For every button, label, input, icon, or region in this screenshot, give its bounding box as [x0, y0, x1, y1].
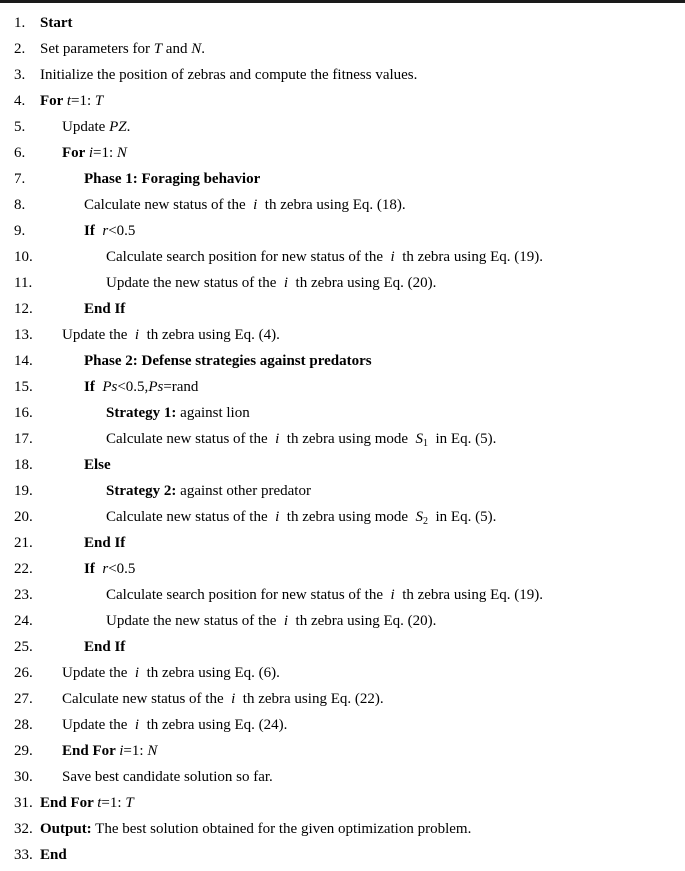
- line-text: [106, 608, 436, 634]
- text-run-bold: Else: [84, 457, 111, 473]
- text-run-ital: N: [147, 743, 158, 759]
- line-text: [40, 62, 417, 88]
- pseudocode-line: [0, 790, 685, 816]
- text-run: Calculate new status of the: [106, 431, 276, 447]
- text-run: Update the: [62, 717, 135, 733]
- text-run: and: [162, 41, 192, 57]
- text-run: <0.5: [108, 561, 136, 577]
- text-run: =rand: [163, 379, 199, 395]
- pseudocode-line: [0, 322, 685, 348]
- text-run: Update the new status of the: [106, 275, 284, 291]
- line-number: 21.: [14, 535, 33, 551]
- line-number: 30.: [14, 769, 33, 785]
- line-number: 18.: [14, 457, 33, 473]
- pseudocode-line: [0, 686, 685, 712]
- text-run-bold: End If: [84, 301, 126, 317]
- text-run: The best solution obtained for the given optimization problem.: [91, 821, 472, 837]
- line-number: 11.: [14, 275, 33, 291]
- text-run-bold: End If: [84, 535, 126, 551]
- text-run: Set parameters for: [40, 41, 154, 57]
- line-number: 17.: [14, 431, 33, 447]
- pseudocode-line: [0, 140, 685, 166]
- line-number: 5.: [14, 119, 26, 135]
- text-run: Update the: [62, 327, 135, 343]
- text-run: Update: [62, 119, 110, 135]
- text-run: in Eq. (5).: [428, 509, 497, 525]
- text-run: th zebra using Eq. (22).: [235, 691, 384, 707]
- line-number: 4.: [14, 93, 26, 109]
- line-text: [84, 296, 125, 322]
- text-run-ital: i: [134, 717, 140, 733]
- pseudocode-line: [0, 10, 685, 36]
- text-run: th zebra using Eq. (19).: [394, 587, 543, 603]
- line-text: [84, 452, 111, 478]
- line-text: [62, 322, 280, 348]
- pseudocode-line: [0, 426, 685, 452]
- line-text: [84, 348, 372, 374]
- line-text: [62, 660, 280, 686]
- pseudocode-line: [0, 556, 685, 582]
- line-text: [40, 790, 134, 816]
- text-run: <0.5,: [117, 379, 149, 395]
- pseudocode-line: [0, 62, 685, 88]
- text-run: th zebra using mode: [279, 509, 416, 525]
- text-run: Calculate search position for new status of the: [106, 249, 391, 265]
- text-run: Update the: [62, 665, 135, 681]
- pseudocode-line: [0, 478, 685, 504]
- line-number: 14.: [14, 353, 33, 369]
- text-run: Save best candidate solution so far.: [62, 769, 273, 785]
- pseudocode-line: [0, 842, 685, 868]
- line-number: 22.: [14, 561, 33, 577]
- pseudocode-line: [0, 582, 685, 608]
- text-run: <0.5: [108, 223, 136, 239]
- line-number: 19.: [14, 483, 33, 499]
- line-text: [84, 634, 125, 660]
- line-number: 15.: [14, 379, 33, 395]
- line-text: [62, 738, 157, 764]
- line-number: 13.: [14, 327, 33, 343]
- text-run-ital: T: [125, 795, 134, 811]
- text-run: th zebra using Eq. (24).: [139, 717, 288, 733]
- line-text: [106, 504, 496, 535]
- text-run-bold: If: [84, 379, 95, 395]
- pseudocode-line: [0, 400, 685, 426]
- pseudocode-line: [0, 712, 685, 738]
- pseudocode-line: [0, 88, 685, 114]
- line-number: 26.: [14, 665, 33, 681]
- pseudocode-line: [0, 36, 685, 62]
- text-run-ital: i: [275, 509, 280, 525]
- text-run: against other predator: [176, 483, 311, 499]
- text-run-sub: 2: [423, 515, 429, 527]
- text-run-sub: 1: [423, 437, 429, 449]
- line-text: [40, 842, 67, 868]
- text-run: .: [126, 119, 131, 135]
- text-run-ital: i: [231, 691, 236, 707]
- text-run: =1:: [92, 145, 117, 161]
- line-text: [106, 582, 543, 608]
- line-number: 2.: [14, 41, 26, 57]
- line-number: 33.: [14, 847, 33, 863]
- pseudocode-line: [0, 738, 685, 764]
- text-run: =1:: [101, 795, 126, 811]
- line-number: 29.: [14, 743, 33, 759]
- text-run-ital: T: [94, 93, 104, 109]
- text-run: th zebra using Eq. (6).: [139, 665, 280, 681]
- line-text: [106, 244, 543, 270]
- pseudocode-line: [0, 634, 685, 660]
- text-run: =1:: [123, 743, 148, 759]
- text-run: th zebra using Eq. (4).: [139, 327, 280, 343]
- text-run: Initialize the position of zebras and compute the fitness values.: [40, 67, 418, 83]
- line-number: 8.: [14, 197, 26, 213]
- line-text: [62, 140, 127, 166]
- line-text: [106, 400, 250, 426]
- line-text: [62, 712, 287, 738]
- text-run-ital: i: [253, 197, 258, 213]
- text-run-bold: If: [84, 561, 95, 577]
- text-run: th zebra using mode: [279, 431, 416, 447]
- text-run-bold: Strategy 2:: [106, 483, 177, 499]
- line-text: [40, 36, 205, 62]
- text-run-bold: End: [40, 847, 67, 863]
- line-text: [84, 192, 406, 218]
- text-run-ital: i: [88, 145, 93, 161]
- pseudocode-line: [0, 296, 685, 322]
- text-run-ital: i: [283, 613, 289, 629]
- pseudocode-line: [0, 504, 685, 530]
- text-run-bold: If: [84, 223, 95, 239]
- text-run-bold: Phase 2: Defense strategies against predators: [84, 353, 372, 369]
- text-run: th zebra using Eq. (20).: [288, 275, 437, 291]
- line-text: [84, 530, 125, 556]
- text-run-ital: S: [415, 431, 424, 447]
- pseudocode-line: [0, 374, 685, 400]
- pseudocode-line: [0, 114, 685, 140]
- text-run: th zebra using Eq. (19).: [394, 249, 543, 265]
- text-run: Calculate new status of the: [62, 691, 232, 707]
- pseudocode-line: [0, 192, 685, 218]
- text-run-ital: S: [415, 509, 424, 525]
- line-number: 3.: [14, 67, 26, 83]
- line-number: 16.: [14, 405, 33, 421]
- text-run-ital: Ps: [148, 379, 164, 395]
- text-run-bold: End For: [40, 795, 98, 811]
- text-run: =1:: [70, 93, 95, 109]
- line-number: 20.: [14, 509, 33, 525]
- line-text: [40, 816, 471, 842]
- text-run: .: [201, 41, 205, 57]
- line-text: [40, 88, 103, 114]
- line-number: 24.: [14, 613, 33, 629]
- pseudocode-line: [0, 244, 685, 270]
- pseudocode-line: [0, 816, 685, 842]
- line-text: [106, 270, 436, 296]
- text-run-ital: i: [390, 249, 395, 265]
- line-number: 7.: [14, 171, 26, 187]
- line-text: [62, 764, 273, 790]
- line-number: 27.: [14, 691, 33, 707]
- text-run-ital: T: [153, 41, 163, 57]
- pseudocode-line: [0, 608, 685, 634]
- text-run-bold: Strategy 1:: [106, 405, 177, 421]
- line-number: 6.: [14, 145, 26, 161]
- text-run-ital: PZ: [109, 119, 127, 135]
- text-run-ital: i: [390, 587, 395, 603]
- text-run-ital: i: [119, 743, 124, 759]
- text-run-bold: Phase 1: Foraging behavior: [84, 171, 261, 187]
- line-number: 28.: [14, 717, 33, 733]
- line-text: [106, 426, 496, 457]
- pseudocode-line: [0, 218, 685, 244]
- text-run-ital: i: [134, 327, 140, 343]
- pseudocode-line-list: [0, 3, 685, 868]
- text-run-ital: N: [191, 41, 202, 57]
- text-run-bold: Output:: [40, 821, 92, 837]
- line-number: 31.: [14, 795, 33, 811]
- line-number: 32.: [14, 821, 33, 837]
- line-number: 23.: [14, 587, 33, 603]
- line-number: 10.: [14, 249, 33, 265]
- text-run-ital: Ps: [102, 379, 118, 395]
- text-run-ital: r: [102, 223, 109, 239]
- line-text: [84, 556, 135, 582]
- text-run-ital: t: [97, 795, 102, 811]
- line-text: [40, 10, 73, 36]
- line-number: 25.: [14, 639, 33, 655]
- text-run: Calculate new status of the: [84, 197, 254, 213]
- text-run: against lion: [176, 405, 250, 421]
- text-run-bold: For: [62, 145, 89, 161]
- pseudocode-line: [0, 348, 685, 374]
- text-run: Calculate new status of the: [106, 509, 276, 525]
- line-text: [84, 166, 260, 192]
- text-run-bold: Start: [40, 15, 73, 31]
- text-run: in Eq. (5).: [428, 431, 497, 447]
- line-number: 9.: [14, 223, 26, 239]
- line-text: [106, 478, 311, 504]
- line-text: [84, 374, 198, 400]
- pseudocode-line: [0, 660, 685, 686]
- line-text: [62, 686, 384, 712]
- text-run-ital: r: [102, 561, 109, 577]
- pseudocode-line: [0, 764, 685, 790]
- text-run-bold: End If: [84, 639, 126, 655]
- line-number: 1.: [14, 15, 26, 31]
- text-run-bold: End For: [62, 743, 120, 759]
- line-number: 12.: [14, 301, 33, 317]
- line-text: [84, 218, 135, 244]
- text-run-ital: i: [275, 431, 280, 447]
- pseudocode-line: [0, 270, 685, 296]
- text-run-ital: i: [283, 275, 289, 291]
- line-text: [62, 114, 130, 140]
- text-run: th zebra using Eq. (20).: [288, 613, 437, 629]
- text-run: th zebra using Eq. (18).: [257, 197, 406, 213]
- pseudocode-line: [0, 166, 685, 192]
- text-run: Calculate search position for new status of the: [106, 587, 391, 603]
- text-run-ital: t: [66, 93, 71, 109]
- text-run: Update the new status of the: [106, 613, 284, 629]
- text-run-ital: N: [116, 145, 127, 161]
- text-run-ital: i: [134, 665, 140, 681]
- text-run-bold: For: [40, 93, 67, 109]
